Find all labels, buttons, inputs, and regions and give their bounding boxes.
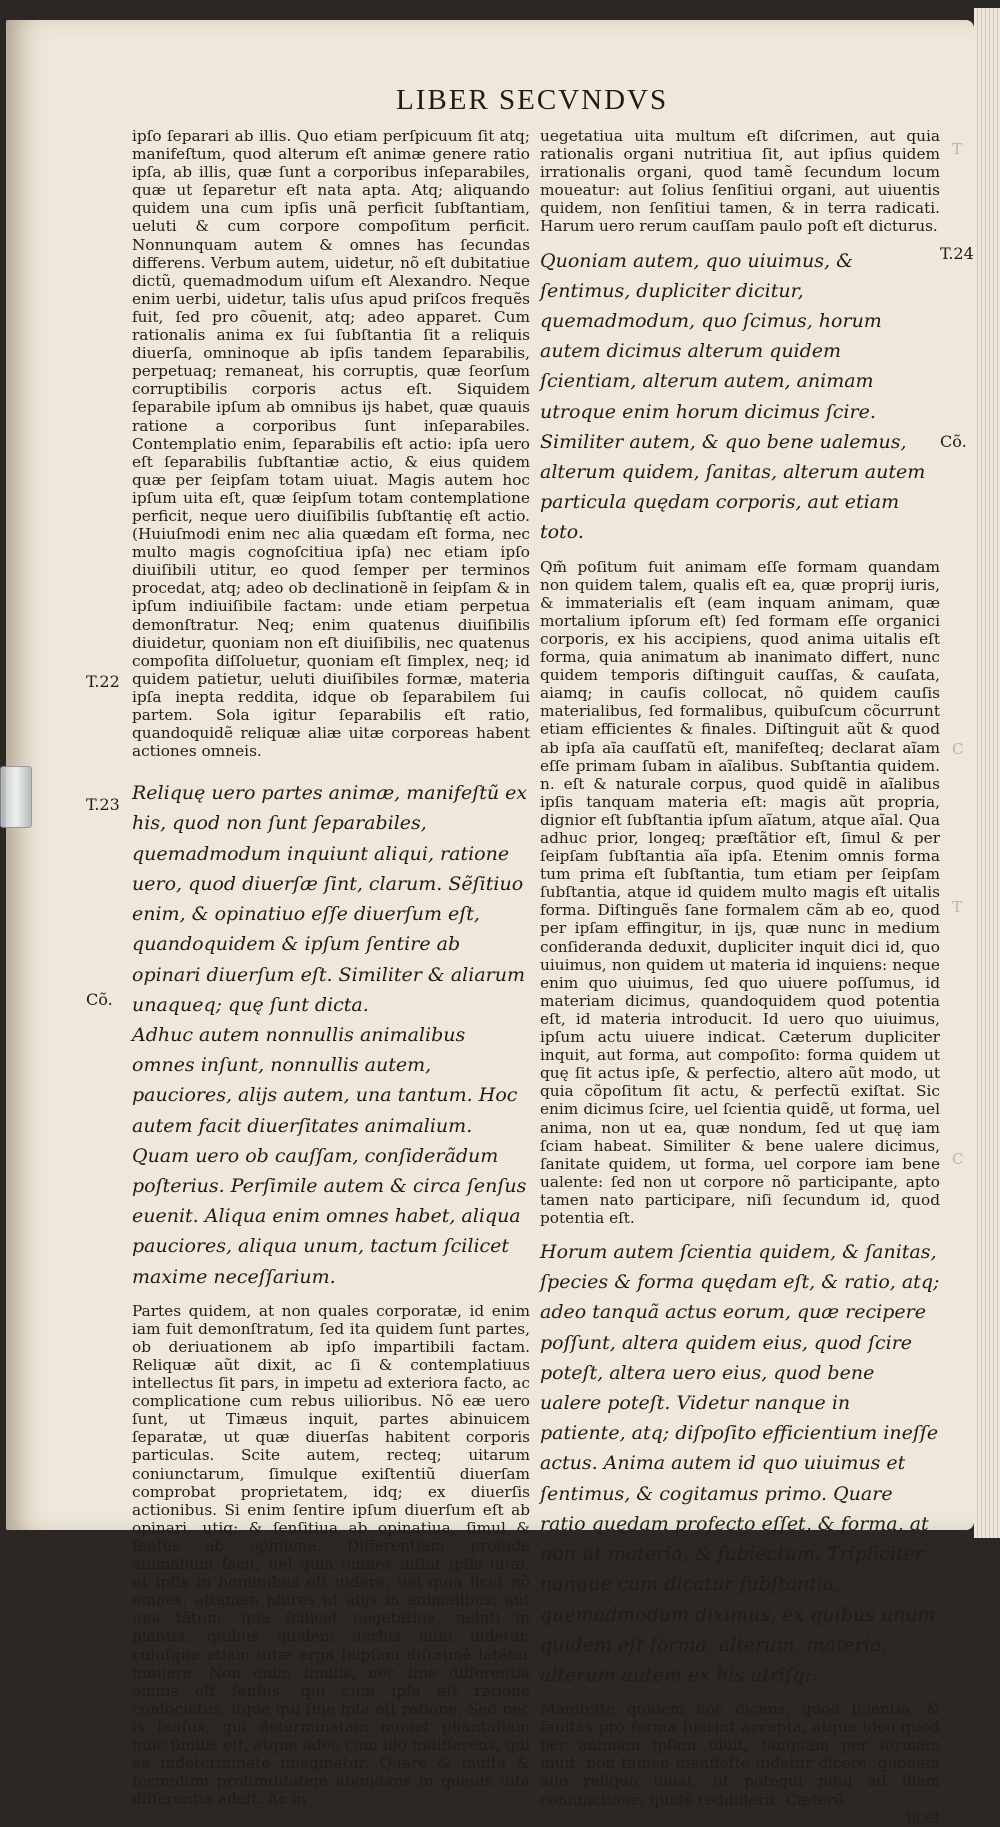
commentary-paragraph: Qm̃ poſitum fuit animam eſſe formam quandam non quidem talem, qualis eſt ea, quæ proprij iuris, & immaterialis eſt (eam inquam animam, quæ mortalium ipſorum eſt) ſed formam eſſe organici corporis, ex his accipiens, quod anima uitalis eſt forma, quia animatum ab inanimato differt, nunc quidem temporis diſtinguit cauſſas, & cauſata, aiamq; in cauſis collocat, nõ quidem cauſis materialibus, ſed formalibus, quibuſcum cõcurrunt etiam efficientes & finales. Diſtinguit aũt & quod ab ipſa aĩa cauſſatũ eſt, manifeſteq; declarat aĩam eſſe primam ſubam in aĩalibus. Subſtantia quidem. n. eſt & naturale corpus, quod quidẽ in aĩalibus ipſis tanquam materia eſt: magis aũt propria, dignior eſt ſubſtantia ipſum aĩatum, atque aĩal. Qua adhuc prior, longeq; præſtãtior eſt, ſimul & per ſeipſam ſubſtantia aĩa ipſa. Etenim omnis forma tum prima eſt ſubſtantia, tum etiam per ſeipſam ſubſtantia, atque id quidem multo magis eſt uitalis forma. Diſtinguẽs ſane formalem cãm ab eo, quod per ipſam effingitur, in ijs, quæ nunc in medium conſideranda deduxit, dupliciter inquit dici id, quo uiuimus, non quidem ut materia id inquiens: neque enim quo uiuimus, ſed quo uiuere poſſumus, id materiam dicimus, quandoquidem quod potentia eſt, id materia introducit. Id uero quo uiuimus, ipſum actu uiuere indicat. Cæterum dupliciter inquit, aut forma, aut compoſito: forma quidem ut quę ſit actus ipſe, & perfectio, altero aũt modo, ut quia cõpoſitum ſit actu, & perfectũ exiſtat. Sic enim dicimus ſcire, uel ſcientia quidẽ, ut forma, uel anima, non ut ea, quæ nondum, ſed ut quę iam ſciam habeat. Similiter & bene ualere dicimus, ſanitate quidem, ut forma, uel corpore iam bene ualente: ſed non ut corpore nõ participante, apto tamen nato participare, niſi ſecundum id, quod potentia eſt. xyxy=(540,557,940,1227)
margin-note-t24: T.24 xyxy=(940,244,974,263)
text-paragraph-t24: Quoniam autem, quo uiuimus, & ſentimus, dupliciter dicitur, quemadmodum, quo ſcimus, horum autem dicimus alterum quidem ſcientiam, alterum autem, animam utroque enim horum dicimus ſcire. Similiter autem, & quo bene ualemus, alterum quidem, ſanitas, alterum autem particula quędam corporis, aut etiam toto. xyxy=(540,249,926,544)
commentary-paragraph: ipſo ſeparari ab illis. Quo etiam perſpicuum ſit atq; manifeſtum, quod alterum eſt animæ genere ratio ipſa, ab illis, quæ ſunt a corporibus inſeparabiles, quæ ut ſeparetur eſt nata apta. Atq; aliquando quidem una cum ipſis unã perficit ſubſtantiam, ueluti & cum corpore compoſitum perficit. Nonnunquam autem & omnes has ſecundas differens. Verbum autem, uidetur, nõ eſt dubitatiue dictũ, quemadmodum uiſum eſt Alexandro. Neque enim uerbi, uidetur, talis uſus apud priſcos frequẽs fuit, ſed pro cõuenit, atq; adeo apparet. Cum rationalis anima ex ſui ſubſtantia ſit a reliquis diuerſa, omninoque ab ipſis tandem ſeparabilis, perpetuaq; remaneat, his corruptis, quæ ſeorſum corruptibilis corporis actus eſt. Siquidem ſeparabile ipſum ab omnibus ijs habet, quæ quauis ratione a corporibus ſunt inſeparabiles. Contemplatio enim, ſeparabilis eſt actio: ipſa uero eſt ſeparabilis ſubſtantiæ actio, & eius quidem quæ per ſeipſam totam uiuat. Magis autem hoc ipſum uita eſt, quæ ſeipſum totam contemplatione perficit, neque uero diuiſibilis ſubſtantię eſt actio. (Huiuſmodi enim nec alia quædam eſt forma, nec multo magis cognoſcitiua ipſa) nec etiam ipſo diuiſibili utitur, eo quod ſemper per terminos procedat, atq; adeo ob declinationẽ in ſeipſam & in ipſum indiuiſibile factam: unde etiam perpetua demonſtratur. Neq; enim quatenus diuiſibilis diuidetur, quoniam non eſt diuiſibilis, nec quatenus compoſita diſſoluetur, quoniam eſt ſimplex, neq; id quidem patietur, ueluti diuiſibiles formæ, materia ipſa inepta reddita, idque ob ſeparabilem ſui partem. Sola igitur ſeparabilis eſt ratio, quandoquidẽ reliquæ aliæ uitæ corporeas habent actiones omneis. xyxy=(132,127,530,761)
running-head: LIBER SECVNDVS xyxy=(396,84,669,116)
page-fore-edge xyxy=(974,8,1000,1538)
right-column xyxy=(540,127,940,1827)
margin-note-t22: T.22 xyxy=(86,672,120,691)
commentary-paragraph: Manifeſte quidem hoc dicens, quod ſcientia, & ſanitas pro forma fuerint accepta, atque ideo quod per animam ipſam uiuit, tanquam per formam uiuit, non tamen manifeſte uidetur dicere, quonam alio reliquo uiuat, ut potequi nihil ad illam coniunctionẽ, quidẽ reddiderit. Cæterũ xyxy=(540,1700,940,1809)
bleed-through-letter: T xyxy=(952,140,963,158)
commentary-paragraph: Partes quidem, at non quales corporatæ, id enim iam fuit demonſtratum, ſed ita quidem ſunt partes, ob deriuationem ab ipſo impartibili factam. Reliquæ aũt dixit, ac ſi & contemplatiuus intellectus ſit pars, in impetu ad exteriora facto, ac complicatione cum rebus uilioribus. Nõ eæ uero ſunt, ut Timæus inquit, partes abinuicem ſeparatæ, ut quæ diuerſas habitent corporis particulas. Scite autem, recteq; uitarum coniunctarum, ſimulque exiſtentiũ diuerſam comprobat proprietatem, idq; ex diuerſis actionibus. Si enim ſentire ipſum diuerſum eſt ab opinari, utiq; & ſenſitiua ab opinatiua, ſimul & ſenſus ab opinione. Differentiam proinde animalium facit, uel quia omnes inſint ipſis uitæ, ut ipſis in hominibus eſt uidere, uel quia licet nõ omnes, attamen plures ut alijs in animalibus: aut una tãtum, ipſa ſcilicet uegetatiua, ueluti in plantis, quibus quidem uerbis mihi uidetur, cuiuſque etiam uitæ erga ſeipſam diſcrimẽ latẽter innuere. Non enim ſimilis, nec ſine differentia omnis eſt ſenſus, qui cum ipſa eſt ratione conſociatus, iſque qui ſine ipſa eſt ratione. Sed nec is ſenſus, qui determinatam mouet phantaſiam huic ſimilis eſt, atque adeo cum illo indifferens, qui eã indeterminate imaginatur. Quare & multa & ſecundum profunditatem abundans in quauis uita differentia adeſt. Ac in xyxy=(132,1301,530,1809)
text-paragraph-t22: Reliquę uero partes animæ, manifeſtũ ex his, quod non ſunt ſeparabiles, quemadmodum inquiunt aliqui, ratione uero, quod diuerſæ ſint, clarum. Sẽſitiuo enim, & opinatiuo eſſe diuerſum eſt, quandoquidem & ipſum ſentire ab opinari diuerſum eſt. Similiter & aliarum unaqueq; quę ſunt dicta. xyxy=(132,782,528,1016)
margin-note-t23: T.23 xyxy=(86,795,120,814)
left-column xyxy=(132,127,530,1808)
text-paragraph-t23: Adhuc autem nonnullis animalibus omnes inſunt, nonnullis autem, pauciores, alijs autem, una tantum. Hoc autem facit diuerſitates animalium. Quam uero ob cauſſam, conſiderãdum poſterius. Perſimile autem & circa ſenſus euenit. Aliqua enim omnes habet, aliqua pauciores, aliqua unum, tactum ſcilicet maxime neceſſarium. xyxy=(132,1023,527,1288)
bleed-through-letter: T xyxy=(952,898,963,916)
text-paragraph: Horum autem ſcientia quidem, & ſanitas, ſpecies & forma quędam eſt, & ratio, atq; adeo tanquã actus eorum, quæ recipere poſſunt, altera quidem eius, quod ſcire poteſt, altera uero eius, quod bene ualere poteſt. Videtur nanque in patiente, atq; diſpoſito efficientium ineſſe actus. Anima autem id quo uiuimus et ſentimus, & cogitamus primo. Quare ratio quędam profecto eſſet, & forma, at non ut materia, & ſubiectum. Tripliciter nanque cum dicatur ſubſtantia, quemadmodum diximus, ex quibus unum quidem eſt forma, alterum, materia, alterum autem ex his utriſq;. xyxy=(540,1241,940,1686)
commentary-paragraph: uegetatiua uita multum eſt diſcrimen, aut quia rationalis organi nutritiua ſit, aut ipſius quidem irrationalis organi, quod tamẽ ſecundum locum moueatur: aut ſolius ſenſitiui organi, aut uiuentis quidem, non ſenſitiui tamen, & in terra radicati. Harum uero rerum cauſſam paulo poſt eſt dicturus. xyxy=(540,127,940,236)
catchword: licet xyxy=(906,1808,940,1827)
page-clip xyxy=(0,766,32,828)
margin-note-commentary-right: Cõ. xyxy=(940,432,967,451)
bleed-through-letter: C xyxy=(952,740,964,758)
bleed-through-letter: C xyxy=(952,1150,964,1168)
margin-note-commentary-left: Cõ. xyxy=(86,990,113,1009)
